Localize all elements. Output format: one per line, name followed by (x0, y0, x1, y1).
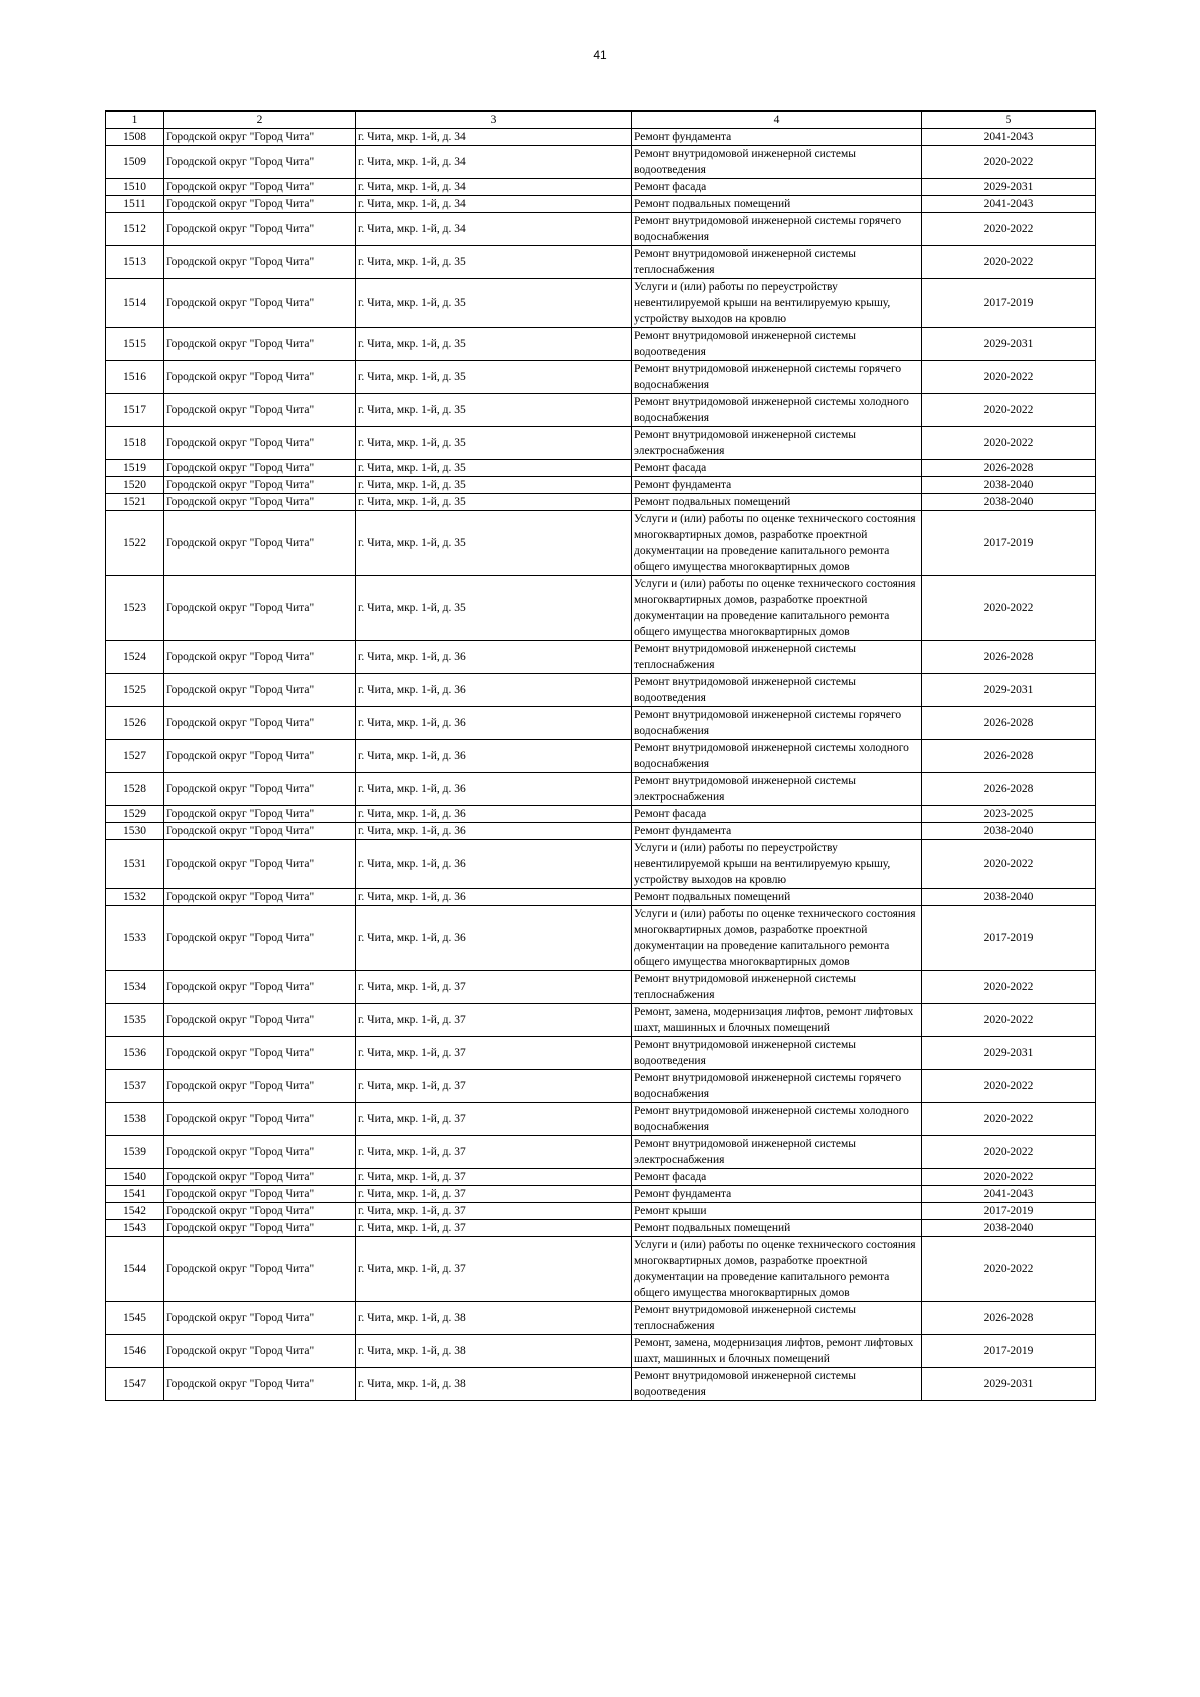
period-cell: 2020-2022 (922, 394, 1096, 427)
table-row (106, 1335, 1096, 1368)
table-row (106, 707, 1096, 740)
period-cell: 2038-2040 (922, 477, 1096, 494)
address-cell: г. Чита, мкр. 1-й, д. 35 (356, 494, 632, 511)
row-number-cell: 1508 (106, 129, 164, 146)
address-cell: г. Чита, мкр. 1-й, д. 37 (356, 1004, 632, 1037)
work-type-cell: Ремонт внутридомовой инженерной системы водоотведения (632, 146, 922, 179)
period-cell: 2026-2028 (922, 707, 1096, 740)
address-cell: г. Чита, мкр. 1-й, д. 34 (356, 213, 632, 246)
table-row (106, 1103, 1096, 1136)
table-row (106, 146, 1096, 179)
row-number-cell: 1520 (106, 477, 164, 494)
work-type-cell: Ремонт внутридомовой инженерной системы холодного водоснабжения (632, 394, 922, 427)
table-row (106, 674, 1096, 707)
address-cell: г. Чита, мкр. 1-й, д. 37 (356, 1237, 632, 1302)
row-number-cell: 1536 (106, 1037, 164, 1070)
work-type-cell: Ремонт внутридомовой инженерной системы теплоснабжения (632, 971, 922, 1004)
work-type-cell: Ремонт внутридомовой инженерной системы горячего водоснабжения (632, 1070, 922, 1103)
row-number-cell: 1547 (106, 1368, 164, 1401)
period-cell: 2020-2022 (922, 1004, 1096, 1037)
work-type-cell: Услуги и (или) работы по оценке технического состояния многоквартирных домов, разработке проектной документации на проведение капитального ремонта общего имущества многоквартирных домов (632, 511, 922, 576)
address-cell: г. Чита, мкр. 1-й, д. 35 (356, 246, 632, 279)
work-type-cell: Ремонт внутридомовой инженерной системы теплоснабжения (632, 1302, 922, 1335)
table-body (106, 129, 1096, 1401)
table-row (106, 1136, 1096, 1169)
address-cell: г. Чита, мкр. 1-й, д. 35 (356, 460, 632, 477)
municipality-cell: Городской округ "Город Чита" (164, 511, 356, 576)
address-cell: г. Чита, мкр. 1-й, д. 37 (356, 1186, 632, 1203)
municipality-cell: Городской округ "Город Чита" (164, 179, 356, 196)
period-cell: 2029-2031 (922, 179, 1096, 196)
municipality-cell: Городской округ "Город Чита" (164, 146, 356, 179)
municipality-cell: Городской округ "Город Чита" (164, 279, 356, 328)
work-type-cell: Услуги и (или) работы по переустройству невентилируемой крыши на вентилируемую крышу, устройству выходов на кровлю (632, 279, 922, 328)
column-header-5: 5 (922, 111, 1096, 129)
table-row (106, 1186, 1096, 1203)
address-cell: г. Чита, мкр. 1-й, д. 37 (356, 1037, 632, 1070)
address-cell: г. Чита, мкр. 1-й, д. 36 (356, 823, 632, 840)
municipality-cell: Городской округ "Город Чита" (164, 1220, 356, 1237)
table-row (106, 179, 1096, 196)
table-row (106, 279, 1096, 328)
work-type-cell: Ремонт внутридомовой инженерной системы горячего водоснабжения (632, 213, 922, 246)
row-number-cell: 1538 (106, 1103, 164, 1136)
row-number-cell: 1525 (106, 674, 164, 707)
row-number-cell: 1516 (106, 361, 164, 394)
work-type-cell: Ремонт внутридомовой инженерной системы холодного водоснабжения (632, 740, 922, 773)
row-number-cell: 1532 (106, 889, 164, 906)
row-number-cell: 1535 (106, 1004, 164, 1037)
municipality-cell: Городской округ "Город Чита" (164, 213, 356, 246)
address-cell: г. Чита, мкр. 1-й, д. 34 (356, 146, 632, 179)
period-cell: 2017-2019 (922, 906, 1096, 971)
work-type-cell: Ремонт крыши (632, 1203, 922, 1220)
work-type-cell: Ремонт, замена, модернизация лифтов, ремонт лифтовых шахт, машинных и блочных помещений (632, 1004, 922, 1037)
municipality-cell: Городской округ "Город Чита" (164, 1169, 356, 1186)
period-cell: 2020-2022 (922, 576, 1096, 641)
municipality-cell: Городской округ "Город Чита" (164, 576, 356, 641)
municipality-cell: Городской округ "Город Чита" (164, 1335, 356, 1368)
work-type-cell: Ремонт подвальных помещений (632, 1220, 922, 1237)
address-cell: г. Чита, мкр. 1-й, д. 35 (356, 394, 632, 427)
municipality-cell: Городской округ "Город Чита" (164, 494, 356, 511)
work-type-cell: Услуги и (или) работы по переустройству невентилируемой крыши на вентилируемую крышу, устройству выходов на кровлю (632, 840, 922, 889)
work-type-cell: Ремонт фасада (632, 179, 922, 196)
work-type-cell: Ремонт внутридомовой инженерной системы теплоснабжения (632, 641, 922, 674)
address-cell: г. Чита, мкр. 1-й, д. 37 (356, 971, 632, 1004)
municipality-cell: Городской округ "Город Чита" (164, 1037, 356, 1070)
work-type-cell: Ремонт подвальных помещений (632, 889, 922, 906)
period-cell: 2029-2031 (922, 1368, 1096, 1401)
municipality-cell: Городской округ "Город Чита" (164, 1368, 356, 1401)
period-cell: 2038-2040 (922, 1220, 1096, 1237)
period-cell: 2020-2022 (922, 1169, 1096, 1186)
work-type-cell: Ремонт фундамента (632, 1186, 922, 1203)
table-row (106, 1220, 1096, 1237)
period-cell: 2026-2028 (922, 740, 1096, 773)
row-number-cell: 1543 (106, 1220, 164, 1237)
table-row (106, 1368, 1096, 1401)
municipality-cell: Городской округ "Город Чита" (164, 1004, 356, 1037)
row-number-cell: 1542 (106, 1203, 164, 1220)
table-row (106, 740, 1096, 773)
work-type-cell: Ремонт фундамента (632, 477, 922, 494)
address-cell: г. Чита, мкр. 1-й, д. 38 (356, 1335, 632, 1368)
address-cell: г. Чита, мкр. 1-й, д. 38 (356, 1368, 632, 1401)
period-cell: 2020-2022 (922, 246, 1096, 279)
address-cell: г. Чита, мкр. 1-й, д. 36 (356, 773, 632, 806)
row-number-cell: 1522 (106, 511, 164, 576)
table-row (106, 196, 1096, 213)
row-number-cell: 1540 (106, 1169, 164, 1186)
repair-schedule-table-wrapper (105, 110, 1095, 1401)
municipality-cell: Городской округ "Город Чита" (164, 129, 356, 146)
row-number-cell: 1514 (106, 279, 164, 328)
period-cell: 2017-2019 (922, 1335, 1096, 1368)
municipality-cell: Городской округ "Город Чита" (164, 1237, 356, 1302)
address-cell: г. Чита, мкр. 1-й, д. 34 (356, 179, 632, 196)
work-type-cell: Ремонт фасада (632, 806, 922, 823)
repair-schedule-table (105, 110, 1096, 1401)
table-row (106, 889, 1096, 906)
municipality-cell: Городской округ "Город Чита" (164, 823, 356, 840)
work-type-cell: Ремонт внутридомовой инженерной системы теплоснабжения (632, 246, 922, 279)
table-row (106, 427, 1096, 460)
address-cell: г. Чита, мкр. 1-й, д. 36 (356, 707, 632, 740)
work-type-cell: Ремонт внутридомовой инженерной системы холодного водоснабжения (632, 1103, 922, 1136)
address-cell: г. Чита, мкр. 1-й, д. 37 (356, 1220, 632, 1237)
municipality-cell: Городской округ "Город Чита" (164, 641, 356, 674)
municipality-cell: Городской округ "Город Чита" (164, 1302, 356, 1335)
period-cell: 2029-2031 (922, 674, 1096, 707)
address-cell: г. Чита, мкр. 1-й, д. 36 (356, 641, 632, 674)
table-row (106, 1037, 1096, 1070)
table-row (106, 246, 1096, 279)
row-number-cell: 1531 (106, 840, 164, 889)
address-cell: г. Чита, мкр. 1-й, д. 36 (356, 889, 632, 906)
period-cell: 2038-2040 (922, 494, 1096, 511)
address-cell: г. Чита, мкр. 1-й, д. 34 (356, 129, 632, 146)
work-type-cell: Услуги и (или) работы по оценке технического состояния многоквартирных домов, разработке проектной документации на проведение капитального ремонта общего имущества многоквартирных домов (632, 1237, 922, 1302)
address-cell: г. Чита, мкр. 1-й, д. 35 (356, 576, 632, 641)
municipality-cell: Городской округ "Город Чита" (164, 361, 356, 394)
row-number-cell: 1527 (106, 740, 164, 773)
address-cell: г. Чита, мкр. 1-й, д. 37 (356, 1136, 632, 1169)
period-cell: 2020-2022 (922, 361, 1096, 394)
row-number-cell: 1529 (106, 806, 164, 823)
municipality-cell: Городской округ "Город Чита" (164, 328, 356, 361)
address-cell: г. Чита, мкр. 1-й, д. 34 (356, 196, 632, 213)
table-row (106, 494, 1096, 511)
row-number-cell: 1515 (106, 328, 164, 361)
municipality-cell: Городской округ "Город Чита" (164, 477, 356, 494)
work-type-cell: Ремонт, замена, модернизация лифтов, ремонт лифтовых шахт, машинных и блочных помещений (632, 1335, 922, 1368)
address-cell: г. Чита, мкр. 1-й, д. 35 (356, 328, 632, 361)
work-type-cell: Ремонт внутридомовой инженерной системы электроснабжения (632, 773, 922, 806)
municipality-cell: Городской округ "Город Чита" (164, 460, 356, 477)
address-cell: г. Чита, мкр. 1-й, д. 35 (356, 279, 632, 328)
row-number-cell: 1546 (106, 1335, 164, 1368)
row-number-cell: 1512 (106, 213, 164, 246)
period-cell: 2029-2031 (922, 328, 1096, 361)
table-row (106, 361, 1096, 394)
column-header-2: 2 (164, 111, 356, 129)
work-type-cell: Ремонт подвальных помещений (632, 196, 922, 213)
table-row (106, 460, 1096, 477)
municipality-cell: Городской округ "Город Чита" (164, 246, 356, 279)
row-number-cell: 1544 (106, 1237, 164, 1302)
work-type-cell: Ремонт внутридомовой инженерной системы горячего водоснабжения (632, 707, 922, 740)
municipality-cell: Городской округ "Город Чита" (164, 971, 356, 1004)
column-header-4: 4 (632, 111, 922, 129)
municipality-cell: Городской округ "Город Чита" (164, 394, 356, 427)
period-cell: 2020-2022 (922, 213, 1096, 246)
municipality-cell: Городской округ "Город Чита" (164, 840, 356, 889)
period-cell: 2041-2043 (922, 129, 1096, 146)
address-cell: г. Чита, мкр. 1-й, д. 38 (356, 1302, 632, 1335)
row-number-cell: 1517 (106, 394, 164, 427)
row-number-cell: 1518 (106, 427, 164, 460)
row-number-cell: 1534 (106, 971, 164, 1004)
municipality-cell: Городской округ "Город Чита" (164, 1070, 356, 1103)
work-type-cell: Ремонт внутридомовой инженерной системы водоотведения (632, 1037, 922, 1070)
period-cell: 2017-2019 (922, 511, 1096, 576)
address-cell: г. Чита, мкр. 1-й, д. 35 (356, 427, 632, 460)
table-row (106, 1203, 1096, 1220)
table-row (106, 806, 1096, 823)
address-cell: г. Чита, мкр. 1-й, д. 36 (356, 806, 632, 823)
work-type-cell: Услуги и (или) работы по оценке технического состояния многоквартирных домов, разработке проектной документации на проведение капитального ремонта общего имущества многоквартирных домов (632, 576, 922, 641)
row-number-cell: 1524 (106, 641, 164, 674)
table-row (106, 1302, 1096, 1335)
row-number-cell: 1539 (106, 1136, 164, 1169)
row-number-cell: 1523 (106, 576, 164, 641)
work-type-cell: Ремонт внутридомовой инженерной системы горячего водоснабжения (632, 361, 922, 394)
table-row (106, 129, 1096, 146)
address-cell: г. Чита, мкр. 1-й, д. 37 (356, 1070, 632, 1103)
work-type-cell: Ремонт внутридомовой инженерной системы водоотведения (632, 328, 922, 361)
row-number-cell: 1541 (106, 1186, 164, 1203)
period-cell: 2029-2031 (922, 1037, 1096, 1070)
period-cell: 2017-2019 (922, 279, 1096, 328)
work-type-cell: Ремонт фундамента (632, 823, 922, 840)
row-number-cell: 1530 (106, 823, 164, 840)
municipality-cell: Городской округ "Город Чита" (164, 740, 356, 773)
municipality-cell: Городской округ "Город Чита" (164, 427, 356, 460)
period-cell: 2041-2043 (922, 1186, 1096, 1203)
row-number-cell: 1528 (106, 773, 164, 806)
work-type-cell: Ремонт внутридомовой инженерной системы электроснабжения (632, 427, 922, 460)
address-cell: г. Чита, мкр. 1-й, д. 36 (356, 740, 632, 773)
work-type-cell: Ремонт внутридомовой инженерной системы электроснабжения (632, 1136, 922, 1169)
municipality-cell: Городской округ "Город Чита" (164, 1186, 356, 1203)
period-cell: 2026-2028 (922, 460, 1096, 477)
work-type-cell: Ремонт фундамента (632, 129, 922, 146)
table-row (106, 1237, 1096, 1302)
period-cell: 2026-2028 (922, 1302, 1096, 1335)
table-row (106, 1004, 1096, 1037)
table-row (106, 1070, 1096, 1103)
row-number-cell: 1510 (106, 179, 164, 196)
period-cell: 2023-2025 (922, 806, 1096, 823)
period-cell: 2020-2022 (922, 1070, 1096, 1103)
row-number-cell: 1537 (106, 1070, 164, 1103)
period-cell: 2020-2022 (922, 840, 1096, 889)
period-cell: 2026-2028 (922, 773, 1096, 806)
period-cell: 2020-2022 (922, 1136, 1096, 1169)
address-cell: г. Чита, мкр. 1-й, д. 37 (356, 1103, 632, 1136)
table-row (106, 823, 1096, 840)
column-header-3: 3 (356, 111, 632, 129)
address-cell: г. Чита, мкр. 1-й, д. 35 (356, 361, 632, 394)
period-cell: 2017-2019 (922, 1203, 1096, 1220)
work-type-cell: Ремонт фасада (632, 460, 922, 477)
work-type-cell: Услуги и (или) работы по оценке технического состояния многоквартирных домов, разработке проектной документации на проведение капитального ремонта общего имущества многоквартирных домов (632, 906, 922, 971)
work-type-cell: Ремонт подвальных помещений (632, 494, 922, 511)
municipality-cell: Городской округ "Город Чита" (164, 707, 356, 740)
address-cell: г. Чита, мкр. 1-й, д. 37 (356, 1203, 632, 1220)
table-row (106, 328, 1096, 361)
municipality-cell: Городской округ "Город Чита" (164, 906, 356, 971)
table-row (106, 773, 1096, 806)
table-row (106, 477, 1096, 494)
address-cell: г. Чита, мкр. 1-й, д. 36 (356, 906, 632, 971)
period-cell: 2038-2040 (922, 823, 1096, 840)
row-number-cell: 1521 (106, 494, 164, 511)
work-type-cell: Ремонт фасада (632, 1169, 922, 1186)
period-cell: 2020-2022 (922, 1237, 1096, 1302)
period-cell: 2020-2022 (922, 427, 1096, 460)
work-type-cell: Ремонт внутридомовой инженерной системы водоотведения (632, 674, 922, 707)
table-row (106, 840, 1096, 889)
column-header-1: 1 (106, 111, 164, 129)
period-cell: 2038-2040 (922, 889, 1096, 906)
row-number-cell: 1519 (106, 460, 164, 477)
period-cell: 2026-2028 (922, 641, 1096, 674)
address-cell: г. Чита, мкр. 1-й, д. 36 (356, 674, 632, 707)
work-type-cell: Ремонт внутридомовой инженерной системы водоотведения (632, 1368, 922, 1401)
row-number-cell: 1533 (106, 906, 164, 971)
row-number-cell: 1511 (106, 196, 164, 213)
address-cell: г. Чита, мкр. 1-й, д. 37 (356, 1169, 632, 1186)
period-cell: 2020-2022 (922, 146, 1096, 179)
municipality-cell: Городской округ "Город Чита" (164, 773, 356, 806)
period-cell: 2020-2022 (922, 1103, 1096, 1136)
table-row (106, 971, 1096, 1004)
page-number: 41 (593, 48, 607, 62)
municipality-cell: Городской округ "Город Чита" (164, 1136, 356, 1169)
address-cell: г. Чита, мкр. 1-й, д. 36 (356, 840, 632, 889)
municipality-cell: Городской округ "Город Чита" (164, 196, 356, 213)
table-row (106, 511, 1096, 576)
table-row (106, 1169, 1096, 1186)
address-cell: г. Чита, мкр. 1-й, д. 35 (356, 477, 632, 494)
table-row (106, 641, 1096, 674)
municipality-cell: Городской округ "Город Чита" (164, 889, 356, 906)
municipality-cell: Городской округ "Город Чита" (164, 806, 356, 823)
table-row (106, 906, 1096, 971)
address-cell: г. Чита, мкр. 1-й, д. 35 (356, 511, 632, 576)
table-header-row (106, 111, 1096, 129)
row-number-cell: 1513 (106, 246, 164, 279)
period-cell: 2020-2022 (922, 971, 1096, 1004)
municipality-cell: Городской округ "Город Чита" (164, 1203, 356, 1220)
table-row (106, 394, 1096, 427)
row-number-cell: 1526 (106, 707, 164, 740)
municipality-cell: Городской округ "Город Чита" (164, 674, 356, 707)
table-row (106, 576, 1096, 641)
municipality-cell: Городской округ "Город Чита" (164, 1103, 356, 1136)
row-number-cell: 1509 (106, 146, 164, 179)
row-number-cell: 1545 (106, 1302, 164, 1335)
table-row (106, 213, 1096, 246)
period-cell: 2041-2043 (922, 196, 1096, 213)
